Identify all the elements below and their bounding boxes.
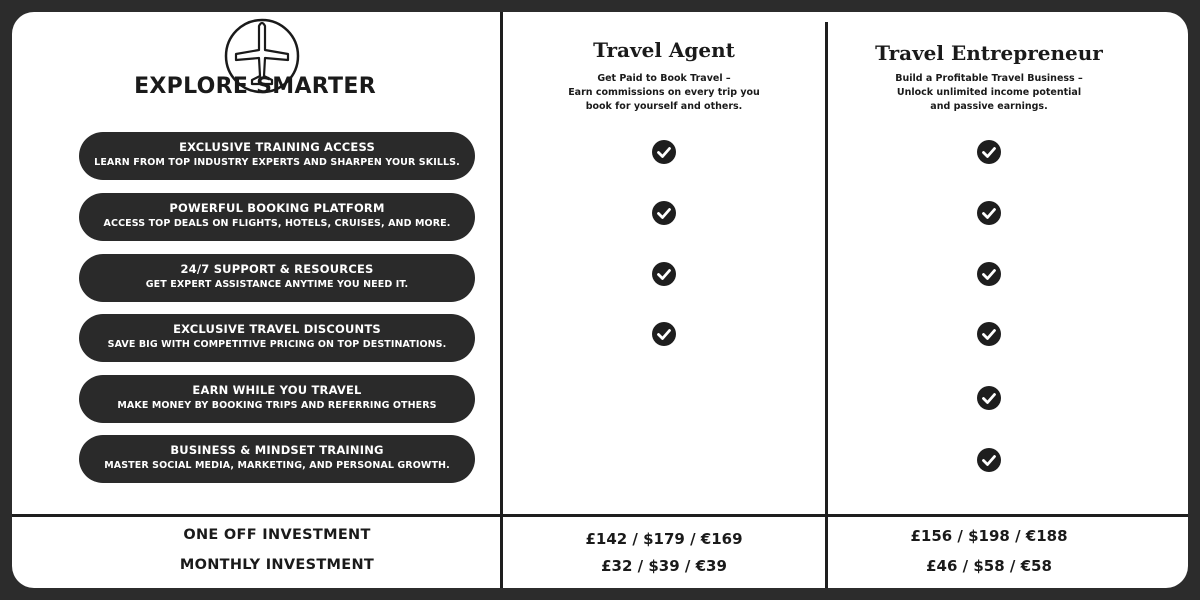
feature-pill (79, 254, 475, 302)
feature-desc: SAVE BIG WITH COMPETITIVE PRICING ON TOP DESTINATIONS. (107, 339, 447, 350)
check-icon (977, 448, 1001, 472)
feature-pill (79, 375, 475, 423)
check-icon (977, 140, 1001, 164)
row-divider (12, 514, 1188, 517)
brand-name: EXPLORE SMARTER (134, 74, 376, 99)
check-icon (977, 262, 1001, 286)
feature-title: EARN WHILE YOU TRAVEL (192, 383, 362, 397)
feature-title: 24/7 SUPPORT & RESOURCES (180, 262, 374, 276)
feature-desc: ACCESS TOP DEALS ON FLIGHTS, HOTELS, CRUISES, AND MORE. (103, 218, 451, 229)
check-icon (977, 201, 1001, 225)
comparison-card (12, 12, 1188, 588)
feature-pill (79, 132, 475, 180)
check-icon (652, 322, 676, 346)
check-icon (652, 201, 676, 225)
feature-title: EXCLUSIVE TRAINING ACCESS (179, 140, 375, 154)
price-monthly-travel-agent: £32 / $39 / €39 (601, 557, 727, 575)
feature-desc: LEARN FROM TOP INDUSTRY EXPERTS AND SHARPEN YOUR SKILLS. (94, 157, 460, 168)
monthly-investment-label: MONTHLY INVESTMENT (179, 557, 375, 573)
feature-pill (79, 314, 475, 362)
check-icon (977, 322, 1001, 346)
feature-pill (79, 193, 475, 241)
one-off-investment-label: ONE OFF INVESTMENT (183, 527, 371, 543)
feature-desc: MAKE MONEY BY BOOKING TRIPS AND REFERRING OTHERS (117, 400, 437, 411)
plan-desc-travel-entrepreneur: Build a Profitable Travel Business – Unlock unlimited income potential and passive earnings. (895, 73, 1083, 112)
feature-title: BUSINESS & MINDSET TRAINING (170, 443, 384, 457)
plan-title-travel-entrepreneur: Travel Entrepreneur (875, 41, 1103, 65)
feature-title: POWERFUL BOOKING PLATFORM (169, 201, 385, 215)
price-one-off-travel-entrepreneur: £156 / $198 / €188 (910, 527, 1068, 545)
check-icon (652, 262, 676, 286)
plan-title-travel-agent: Travel Agent (593, 38, 735, 62)
plan-desc-travel-agent: Get Paid to Book Travel – Earn commissions on every trip you book for yourself and others. (568, 73, 760, 112)
feature-desc: MASTER SOCIAL MEDIA, MARKETING, AND PERSONAL GROWTH. (104, 460, 450, 471)
feature-pill (79, 435, 475, 483)
check-icon (977, 386, 1001, 410)
price-one-off-travel-agent: £142 / $179 / €169 (585, 530, 743, 548)
price-monthly-travel-entrepreneur: £46 / $58 / €58 (926, 557, 1052, 575)
feature-desc: GET EXPERT ASSISTANCE ANYTIME YOU NEED IT. (145, 279, 409, 290)
feature-title: EXCLUSIVE TRAVEL DISCOUNTS (173, 322, 381, 336)
check-icon (652, 140, 676, 164)
